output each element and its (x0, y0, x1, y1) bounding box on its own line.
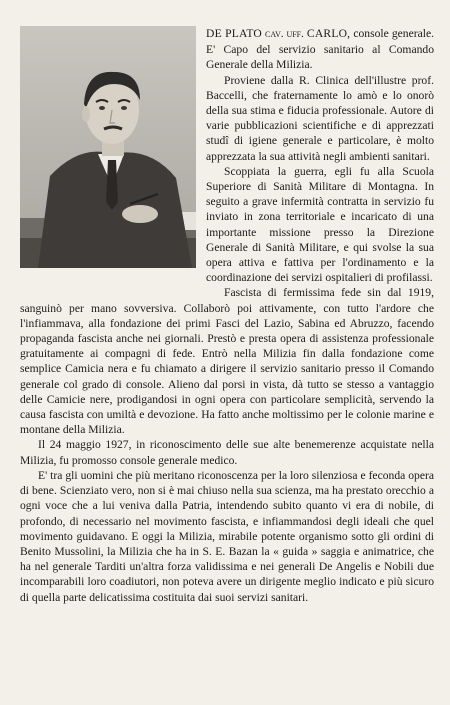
paragraph-promotion: Il 24 maggio 1927, in riconoscimento delle sue alte benemerenze acquistate nella Milizia, fu promosso console generale medico. (20, 438, 434, 467)
subject-surname: DE PLATO (206, 27, 262, 40)
photo-float-spacer (20, 26, 206, 300)
biography-text (20, 26, 434, 605)
paragraph-fascist-activity: Fascista di fermissima fede sin dal 1919, sanguinò per mano sovversiva. Collaborò poi attivamente, con tutto l'ardore che l'infiammava, alla fondazione dei primi Fasci del Lazio, Sabina ed Abruzzo, facendo propaganda fascista anche nei giornali. Prestò e presta opera di assistenza professionale gratuitamente ai compagni di fede. Entrò nella Milizia fin dalla fondazione come semplice Camicia nera e fu chiamato a dirigere il servizio sanitario presso il Comando generale col grado di console. Alieno dal porsi in vista, dà tutto se stesso a vantaggio delle Camicie nere, prodigandosi in ogni opera con particolare semplicità, servendo la causa fascista con umiltà e devozione. Ha fatto anche moltissimo per le colonie marine e montane della Milizia. (20, 286, 434, 437)
subject-honorific: cav. uff. (265, 28, 304, 40)
subject-given-name: CARLO, (306, 27, 351, 40)
paragraph-war-service: Scoppiata la guerra, egli fu alla Scuola Superiore di Sanità Militare di Montagna. In seguito a grave infermità contratta in servizio fu inviato in zona territoriale e incaricato di una importante missione presso la Direzione Generale di Sanità Militare, e qui svolse la sua opera attiva e fattiva per l'ordinamento e la coordinazione dei servizi ospitalieri di profilassi. (206, 164, 434, 285)
paragraph-tribute: E' tra gli uomini che più meritano riconoscenza per la loro silenziosa e feconda opera di bene. Scienziato vero, non si è mai chiuso nella sua scienza, ma ha prestato orecchio a ogni voce che a lui veniva dalla Patria, intendendo subito quanto vi era di nobile, di profondo, di necessario nel movimento fascista, e infiammandosi degli ideali che quel movimento guidavano. E oggi la Milizia, mirabile potente organismo sotto gli ordini di Benito Mussolini, la Milizia che ha in S. E. Bazan la « guida » saggia e animatrice, che ha nel generale Tarditi un'altra forza validissima e nei generali De Angelis e Nobili due incomparabili loro coadiutori, non poteva avere un dirigente meglio indicato e più sicuro di quella parte delicatissima costituita dai suoi servizi sanitari. (20, 468, 434, 604)
intro-text: console generale. E' Capo del servizio sanitario al Comando Generale della Milizia. (206, 27, 434, 72)
paragraph-career-origin: Proviene dalla R. Clinica dell'illustre prof. Baccelli, che fraternamente lo amò e lo onorò della sua stima e fiducia professionale. Autore di varie pubblicazioni scientifiche e di apprezzati studî di igiene generale e particolare, è molto apprezzata la sua attività negli ambienti sanitari. (206, 73, 434, 163)
